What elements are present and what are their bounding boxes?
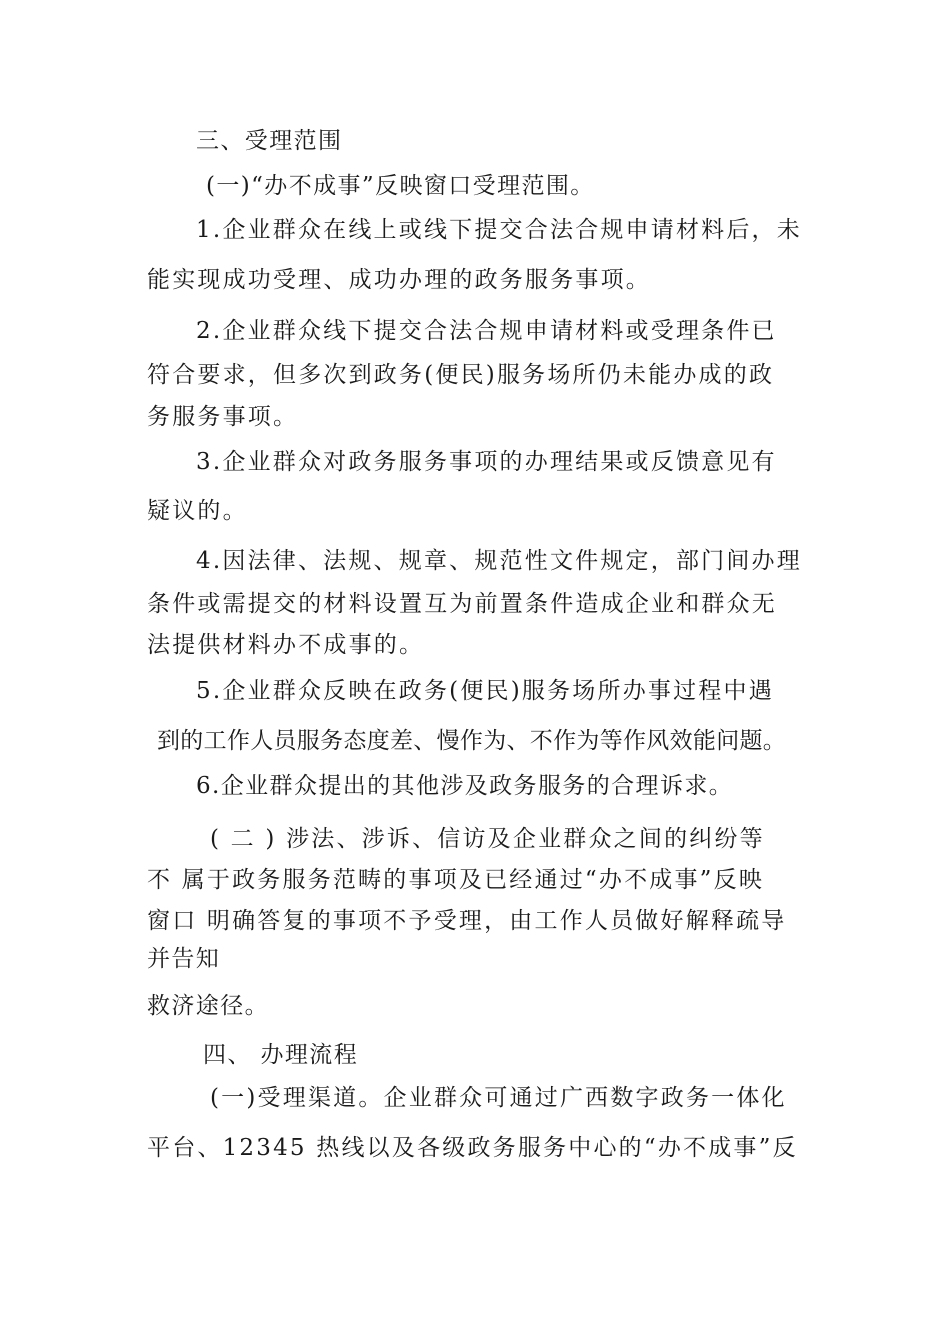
item-3-line-2: 疑议的。 (147, 498, 248, 524)
subsection-2-line-3: 窗口 明确答复的事项不予受理，由工作人员做好解释疏导 (147, 908, 787, 934)
item-6: 6.企业群众提出的其他涉及政务服务的合理诉求。 (196, 773, 734, 799)
subsection-2-line-2: 不 属于政务服务范畴的事项及已经通过“办不成事”反映 (147, 867, 765, 893)
item-5-line-1: 5.企业群众反映在政务(便民)服务场所办事过程中遇 (196, 678, 774, 704)
subsection-2-line-1: ( 二 ) 涉法、涉诉、信访及企业群众之间的纠纷等 (210, 826, 765, 852)
section-heading-3: 三、受理范围 (196, 128, 343, 154)
item-1-line-1: 1.企业群众在线上或线下提交合法合规申请材料后，未 (196, 217, 802, 243)
section-heading-4: 四、 办理流程 (203, 1042, 359, 1068)
subsection-4-1-line-2: 平台、12345 热线以及各级政务服务中心的“办不成事”反 (147, 1135, 798, 1161)
item-5-line-2: 到的工作人员服务态度差、慢作为、不作为等作风效能问题。 (157, 728, 787, 754)
item-4-line-3: 法提供材料办不成事的。 (147, 632, 425, 658)
item-2-line-1: 2.企业群众线下提交合法合规申请材料或受理条件已 (196, 318, 777, 344)
subsection-2-line-4: 并告知 (147, 946, 221, 972)
item-4-line-1: 4.因法律、法规、规章、规范性文件规定，部门间办理 (196, 548, 802, 574)
item-2-line-3: 务服务事项。 (147, 404, 299, 430)
item-1-line-2: 能实现成功受理、成功办理的政务服务事项。 (147, 267, 651, 293)
item-4-line-2: 条件或需提交的材料设置互为前置条件造成企业和群众无 (147, 591, 777, 617)
item-3-line-1: 3.企业群众对政务服务事项的办理结果或反馈意见有 (196, 449, 777, 475)
subsection-2-line-5: 救济途径。 (147, 993, 269, 1019)
item-2-line-2: 符合要求，但多次到政务(便民)服务场所仍未能办成的政 (147, 362, 775, 388)
subsection-heading-1: (一)“办不成事”反映窗口受理范围。 (206, 173, 595, 199)
subsection-4-1-line-1: (一)受理渠道。企业群众可通过广西数字政务一体化 (210, 1085, 787, 1111)
